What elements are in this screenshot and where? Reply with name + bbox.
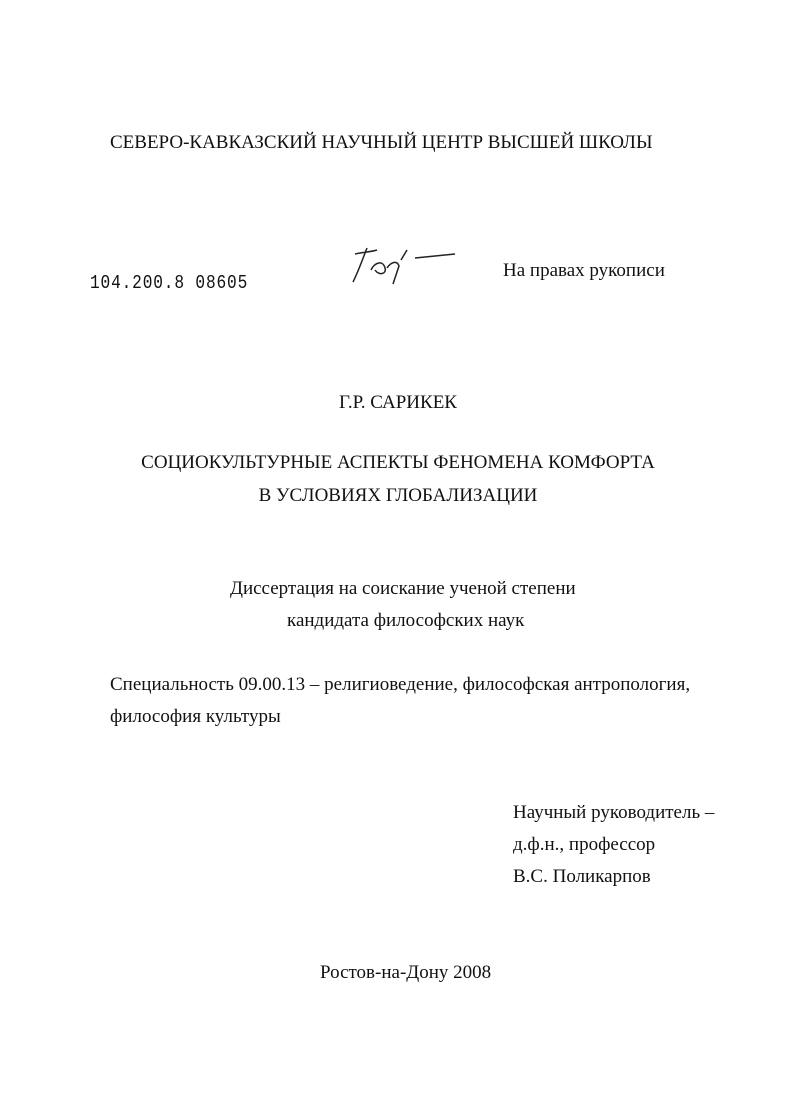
degree-line-1: Диссертация на соискание ученой степени [230,578,576,599]
specialty-line-2: философия культуры [110,706,281,727]
rights-note: На правах рукописи [503,260,665,281]
degree-line-2: кандидата философских наук [287,610,525,631]
author-name: Г.Р. САРИКЕК [339,392,457,413]
signature-image [345,240,460,290]
title-line-2: В УСЛОВИЯХ ГЛОБАЛИЗАЦИИ [258,485,538,506]
institution-header: СЕВЕРО-КАВКАЗСКИЙ НАУЧНЫЙ ЦЕНТР ВЫСШЕЙ ШКОЛЫ [110,132,653,153]
advisor-line-2: д.ф.н., профессор [513,834,656,855]
registry-number: 104.200.8 08605 [90,272,249,294]
specialty-line-1: Специальность 09.00.13 – религиоведение, философская антропология, [110,674,691,695]
advisor-line-1: Научный руководитель – [513,802,715,823]
advisor-line-3: В.С. Поликарпов [513,866,651,887]
title-line-1: СОЦИОКУЛЬТУРНЫЕ АСПЕКТЫ ФЕНОМЕНА КОМФОРТА [141,452,655,473]
city-year: Ростов-на-Дону 2008 [320,962,492,983]
